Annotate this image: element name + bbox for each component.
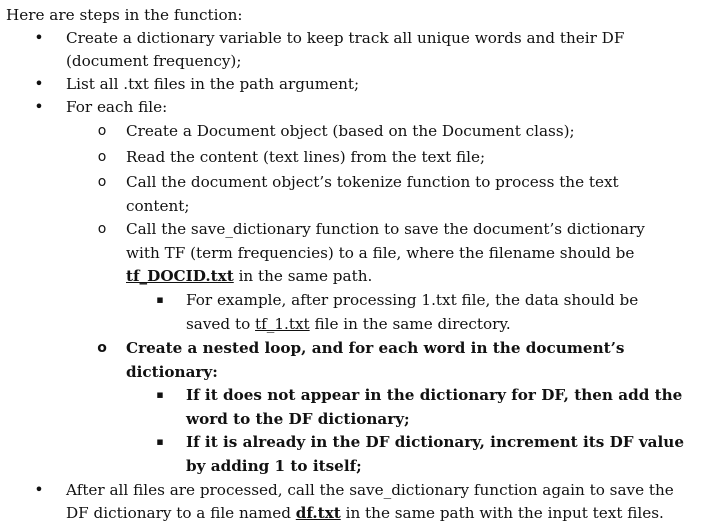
bullet-dot: • [34, 97, 44, 116]
substep3-text-cont: content; [126, 197, 190, 215]
substep2-text: Read the content (text lines) from the text file; [126, 148, 486, 166]
substep1-text: Create a Document object (based on the Document class); [126, 122, 575, 140]
step1-text: Create a dictionary variable to keep track all unique words and their DF [66, 29, 625, 47]
example-text-cont: saved to tf_1.txt file in the same directory. [186, 315, 511, 333]
bullet-o: o [97, 174, 107, 190]
bullet-o: o [97, 221, 107, 237]
bullet-o: o [97, 123, 107, 139]
substep4-text-cont: with TF (term frequencies) to a file, where the filename should be [126, 244, 635, 262]
bullet-dot: • [34, 480, 44, 499]
bullet-square: ▪ [156, 435, 164, 448]
substep3-text: Call the document object’s tokenize function to process the text [126, 173, 619, 191]
step1-text-cont: (document frequency); [66, 52, 242, 70]
bullet-o: o [97, 340, 107, 356]
df-filename: df.txt [295, 504, 341, 522]
bullet-square: ▪ [156, 388, 164, 401]
substep4-text-filename-line [126, 264, 372, 288]
step2-text: List all .txt files in the path argument; [66, 75, 360, 93]
substep4-text-end: in the same path. [233, 267, 373, 285]
bullet-square: ▪ [156, 293, 164, 306]
bullet-o: o [97, 149, 107, 165]
step4-text-cont: DF dictionary to a file named df.txt in the same path with the input text files. [66, 504, 664, 522]
tf-docid-filename: tf_DOCID.txt [126, 267, 234, 285]
bullet-dot: • [34, 74, 44, 93]
substep5-text-cont: dictionary: [126, 363, 218, 381]
nested2-text-cont: by adding 1 to itself; [186, 457, 362, 475]
step3-text: For each file: [66, 98, 168, 116]
nested1-text-cont: word to the DF dictionary; [186, 410, 410, 428]
nested1-text: If it does not appear in the dictionary for DF, then add the [186, 386, 683, 404]
step4-text: After all files are processed, call the save_dictionary function again to save the [66, 481, 674, 499]
tf-1-filename: tf_1.txt [255, 315, 310, 333]
intro-text: Here are steps in the function: [6, 6, 243, 24]
substep4-text: Call the save_dictionary function to save the document’s dictionary [126, 220, 645, 238]
nested2-text: If it is already in the DF dictionary, increment its DF value [186, 433, 684, 451]
example-text: For example, after processing 1.txt file, the data should be [186, 291, 639, 309]
bullet-dot: • [34, 28, 44, 47]
substep5-text: Create a nested loop, and for each word in the document’s [126, 339, 625, 357]
